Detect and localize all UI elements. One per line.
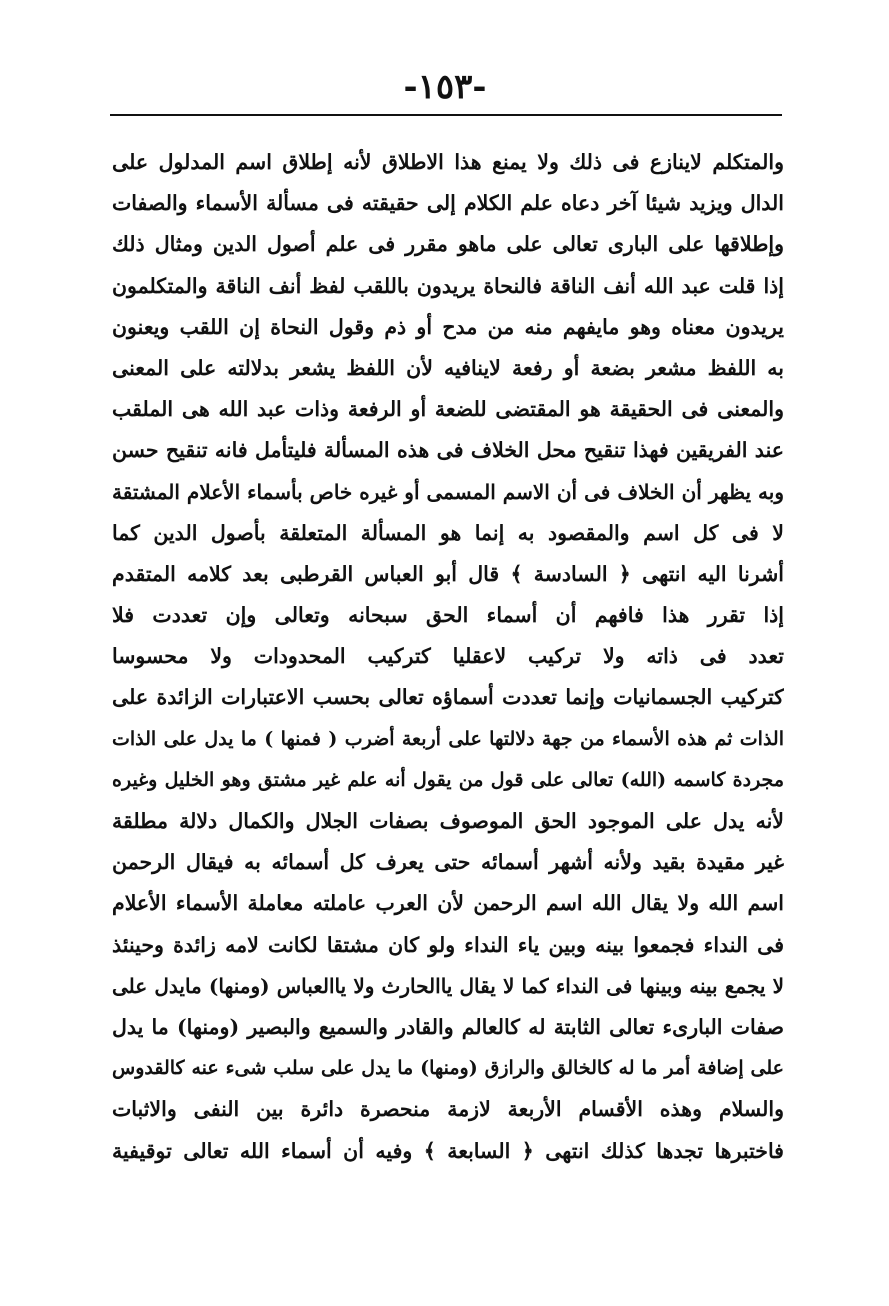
text-line: عند الفريقين فهذا تنقيح محل الخلاف فى هذه المسألة فليتأمل فانه تنقيح حسن: [112, 438, 784, 463]
text-line: إذا تقرر هذا فافهم أن أسماء الحق سبحانه وتعالى وإن تعددت فلا: [112, 603, 784, 628]
text-line: إذا قلت عبد الله أنف الناقة فالنحاة يريدون باللقب لفظ أنف الناقة والمتكلمون: [112, 273, 784, 298]
page-number: -١٥٣-: [403, 67, 487, 107]
text-line: مجردة كاسمه (الله) تعالى على قول من يقول أنه علم غير مشتق وهو الخليل وغيره: [112, 768, 784, 791]
text-line: لا فى كل اسم والمقصود به إنما هو المسألة المتعلقة بأصول الدين كما: [112, 520, 784, 545]
text-line: أشرنا اليه انتهى ﴿ السادسة ﴾ قال أبو العباس القرطبى بعد كلامه المتقدم: [112, 561, 784, 586]
text-line: فاختبرها تجدها كذلك انتهى ﴿ السابعة ﴾ وفيه أن أسماء الله تعالى توقيفية: [112, 1138, 784, 1163]
text-line: الدال ويزيد شيئا آخر دعاه علم الكلام إلى حقيقته فى مسألة الأسماء والصفات: [112, 191, 784, 216]
text-line: وإطلاقها على البارى تعالى على ماهو مقرر فى علم أصول الدين ومثال ذلك: [112, 232, 784, 257]
text-body: [112, 142, 784, 1172]
text-line: يريدون معناه وهو مايفهم منه من مدح أو ذم وقول النحاة إن اللقب ويعنون: [112, 314, 784, 339]
text-line: لا يجمع بينه وبينها فى النداء كما لا يقال ياالحارث ولا ياالعباس (ومنها) مايدل على: [112, 973, 784, 998]
text-line: فى النداء فجمعوا بينه وبين ياء النداء ولو كان مشتقا لكانت لامه زائدة وحينئذ: [112, 932, 784, 957]
text-line: غير مقيدة بقيد ولأنه أشهر أسمائه حتى يعرف كل أسمائه به فيقال الرحمن: [112, 850, 784, 875]
text-line: والسلام وهذه الأقسام الأربعة لازمة منحصرة دائرة بين النفى والاثبات: [112, 1097, 784, 1122]
text-line: صفات البارىء تعالى الثابتة له كالعالم والقادر والسميع والبصير (ومنها) ما يدل: [112, 1014, 784, 1039]
text-line: وبه يظهر أن الخلاف فى أن الاسم المسمى أو غيره خاص بأسماء الأعلام المشتقة: [112, 479, 784, 504]
text-line: اسم الله ولا يقال الله اسم الرحمن لأن العرب عاملته معاملة الأسماء الأعلام: [112, 891, 784, 916]
text-line: كتركيب الجسمانيات وإنما تعددت أسماؤه تعالى بحسب الاعتبارات الزائدة على: [112, 685, 784, 710]
page-header: [110, 62, 780, 112]
text-line: به اللفظ مشعر بضعة أو رفعة لاينافيه لأن اللفظ يشعر بدلالته على المعنى: [112, 355, 784, 380]
header-rule: [110, 114, 782, 116]
text-line: لأنه يدل على الموجود الحق الموصوف بصفات الجلال والكمال دلالة مطلقة: [112, 809, 784, 833]
text-line: والمعنى فى الحقيقة هو المقتضى للضعة أو الرفعة وذات عبد الله هى الملقب: [112, 397, 784, 422]
text-line: والمتكلم لاينازع فى ذلك ولا يمنع هذا الاطلاق لأنه إطلاق اسم المدلول على: [112, 150, 784, 174]
text-line: الذات ثم هذه الأسماء من جهة دلالتها على أربعة أضرب ( فمنها ) ما يدل على الذات: [112, 727, 784, 750]
text-line: على إضافة أمر ما له كالخالق والرازق (ومنها) ما يدل على سلب شىء عنه كالقدوس: [112, 1057, 784, 1080]
text-line: تعدد فى ذاته ولا تركيب لاعقليا كتركيب المحدودات ولا محسوسا: [112, 644, 784, 669]
